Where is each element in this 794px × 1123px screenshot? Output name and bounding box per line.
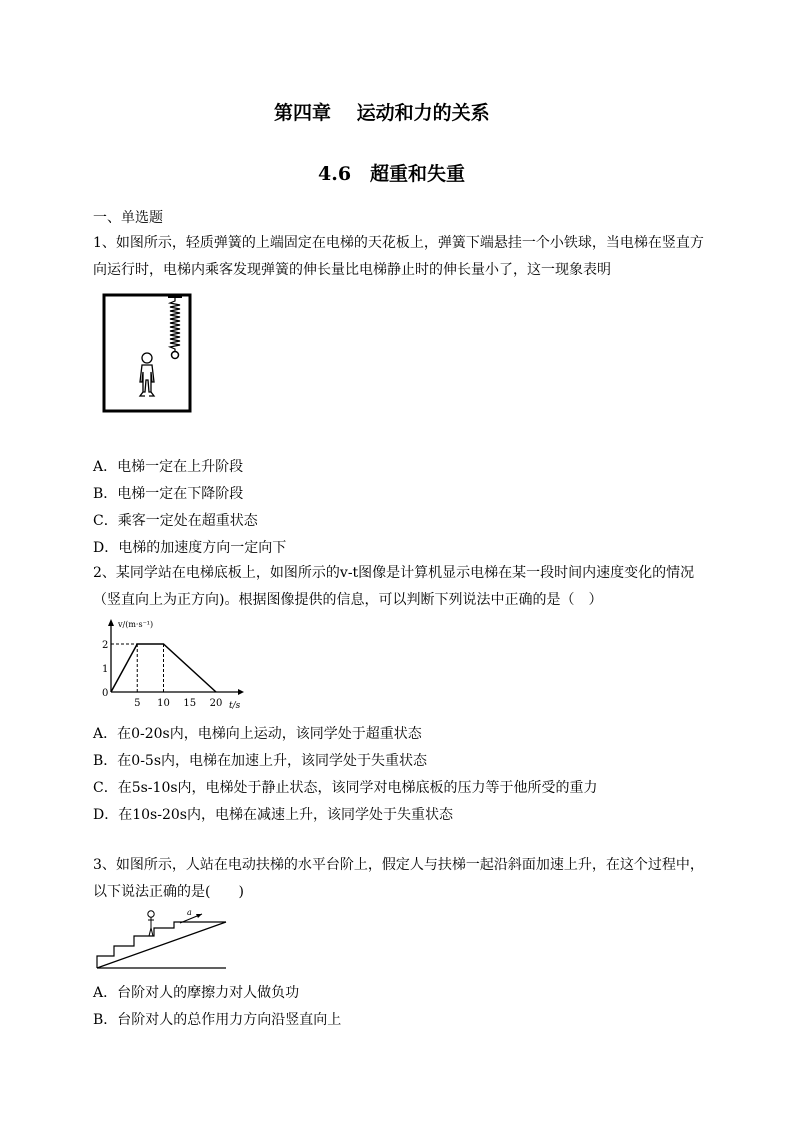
vt-x-arrow (238, 689, 244, 695)
vt-ylabel: v/(m·s⁻¹) (118, 620, 154, 629)
passenger-figure (140, 353, 154, 396)
vt-origin-label: 0 (102, 688, 109, 699)
escalator-figure (94, 906, 234, 972)
vt-y-arrow (108, 619, 114, 626)
elevator-spring-figure (100, 292, 194, 414)
question-1-text: 1、如图所示，轻质弹簧的上端固定在电梯的天花板上，弹簧下端悬挂一个小铁球，当电梯在竖直方向运行时，电梯内乘客发现弹簧的伸长量比电梯静止时的伸长量小了，这一现象表明 (93, 235, 704, 278)
accel-label: a (187, 908, 192, 917)
vt-xlabel: t/s (229, 701, 241, 711)
q1-option-c: C．乘客一定处在超重状态 (93, 513, 258, 529)
q1-option-a: A．电梯一定在上升阶段 (93, 459, 244, 475)
iron-ball (172, 352, 179, 359)
vt-ytick-1: 1 (102, 664, 109, 675)
question-2-text: 2、某同学站在电梯底板上，如图所示的v-t图像是计算机显示电梯在某一段时间内速度变化的情况（竖直向上为正方向)。根据图像提供的信息，可以判断下列说法中正确的是（ ） (93, 565, 695, 608)
vt-graph (100, 618, 245, 714)
vt-xtick-15: 15 (183, 698, 197, 709)
q2-option-d: D．在10s-20s内，电梯在减速上升，该同学处于失重状态 (93, 807, 453, 823)
q1-option-d: D．电梯的加速度方向一定向下 (93, 540, 287, 556)
chapter-title: 第四章 运动和力的关系 (274, 102, 490, 124)
person-figure (148, 911, 154, 936)
q3-option-b: B．台阶对人的总作用力方向沿竖直向上 (93, 1012, 342, 1028)
spring (170, 297, 180, 352)
q3-option-a: A．台阶对人的摩擦力对人做负功 (93, 985, 300, 1001)
section-title: 4.6 超重和失重 (318, 163, 466, 185)
q1-option-b: B．电梯一定在下降阶段 (93, 486, 244, 502)
vt-ytick-2: 2 (102, 640, 109, 651)
vt-xtick-10: 10 (157, 698, 170, 709)
q2-option-a: A．在0-20s内，电梯向上运动，该同学处于超重状态 (93, 726, 422, 742)
question-3-text: 3、如图所示，人站在电动扶梯的水平台阶上，假定人与扶梯一起沿斜面加速上升，在这个过程中，以下说法正确的是( ) (93, 857, 704, 900)
q2-option-b: B．在0-5s内，电梯在加速上升，该同学处于失重状态 (93, 753, 428, 769)
vt-xtick-5: 5 (134, 698, 141, 709)
escalator-incline (97, 922, 226, 968)
q2-option-c: C．在5s-10s内，电梯处于静止状态，该同学对电梯底板的压力等于他所受的重力 (93, 780, 598, 796)
vt-xtick-20: 20 (209, 698, 223, 709)
question-type-heading: 一、单选题 (93, 210, 163, 226)
